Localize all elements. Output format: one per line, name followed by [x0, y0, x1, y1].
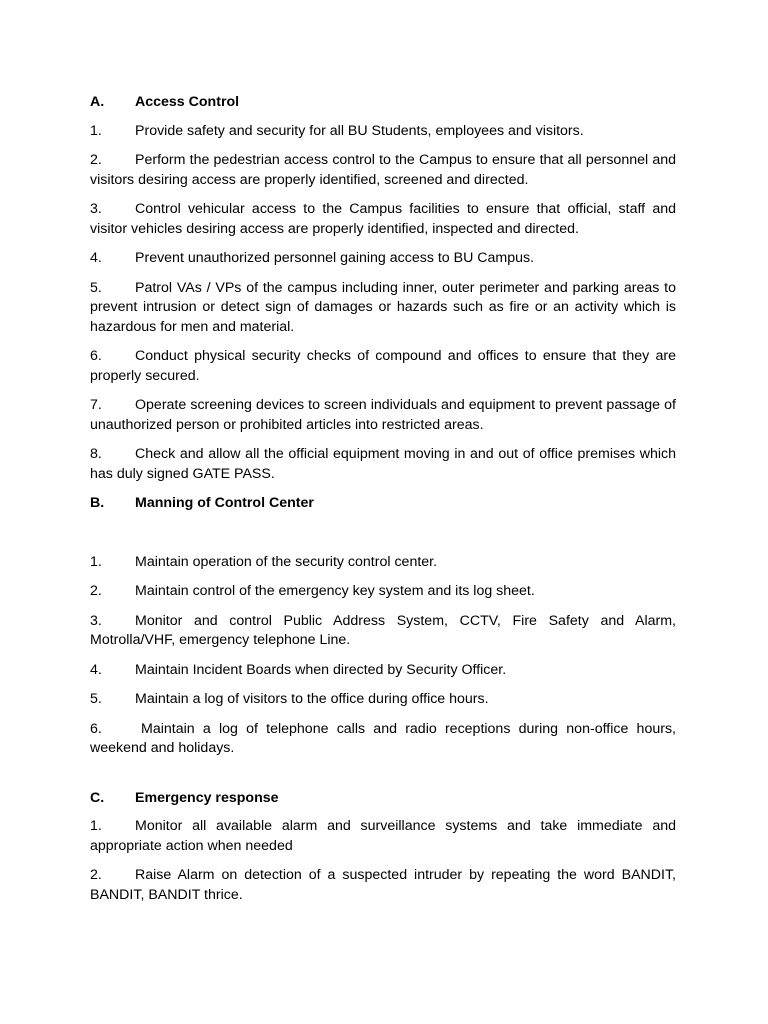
- list-item: [90, 720, 676, 759]
- item-text: Provide safety and security for all BU Students, employees and visitors.: [135, 122, 584, 139]
- list-item: [90, 122, 676, 142]
- list-item: [90, 817, 676, 856]
- section-heading: [90, 494, 676, 514]
- item-text: Maintain operation of the security control center.: [135, 553, 438, 570]
- list-item: [90, 612, 676, 651]
- item-text: Operate screening devices to screen individuals and equipment to prevent passage of unauthorized person or prohibited articles into restricted areas.: [90, 397, 676, 433]
- item-number: 3.: [90, 612, 102, 629]
- list-item: [90, 396, 676, 435]
- list-item: [90, 279, 676, 338]
- item-text: Patrol VAs / VPs of the campus including inner, outer perimeter and parking areas to prevent intrusion or detect sign of damages or hazards such as fire or an activity which is hazardous for men and material.: [90, 279, 676, 335]
- item-number: 2.: [90, 867, 102, 883]
- list-item: [90, 690, 676, 710]
- section-title: Manning of Control Center: [135, 495, 314, 511]
- item-text: Check and allow all the official equipment moving in and out of office premises which has duly signed GATE PASS.: [90, 446, 676, 482]
- section-title: Access Control: [135, 94, 240, 110]
- item-text: Maintain Incident Boards when directed by Security Officer.: [135, 661, 507, 678]
- section-heading: [90, 789, 676, 809]
- item-number: 4.: [90, 250, 102, 266]
- section-letter: A.: [90, 94, 105, 110]
- item-number: 8.: [90, 446, 102, 462]
- list-item: [90, 582, 676, 602]
- item-text: Maintain a log of telephone calls and radio receptions during non-office hours, weekend and holidays.: [90, 720, 676, 756]
- item-number: 5.: [90, 279, 102, 296]
- item-text: Monitor and control Public Address System, CCTV, Fire Safety and Alarm, Motrolla/VHF, emergency telephone Line.: [90, 612, 676, 648]
- list-item: [90, 866, 676, 905]
- item-text: Perform the pedestrian access control to the Campus to ensure that all personnel and visitors desiring access are properly identified, screened and directed.: [90, 152, 676, 188]
- item-number: 6.: [90, 720, 102, 737]
- list-item: [90, 151, 676, 190]
- item-text: Control vehicular access to the Campus facilities to ensure that official, staff and visitor vehicles desiring access are properly identified, inspected and directed.: [90, 201, 676, 237]
- document-page: [90, 93, 676, 915]
- section-access-control: [90, 93, 676, 484]
- item-number: 4.: [90, 661, 102, 678]
- list-item: [90, 347, 676, 386]
- item-number: 2.: [90, 583, 102, 599]
- section-manning-control-center: [90, 494, 676, 759]
- item-text: Maintain control of the emergency key system and its log sheet.: [135, 583, 535, 599]
- item-text: Raise Alarm on detection of a suspected intruder by repeating the word BANDIT, BANDIT, BANDIT thrice.: [90, 867, 676, 903]
- item-text: Monitor all available alarm and surveillance systems and take immediate and appropriate action when needed: [90, 818, 676, 854]
- item-number: 1.: [90, 553, 102, 570]
- section-emergency-response: [90, 789, 676, 906]
- item-text: Prevent unauthorized personnel gaining access to BU Campus.: [135, 250, 535, 266]
- item-number: 3.: [90, 201, 102, 217]
- item-number: 6.: [90, 348, 102, 364]
- section-title: Emergency response: [135, 789, 279, 806]
- item-number: 5.: [90, 691, 102, 707]
- section-letter: B.: [90, 495, 105, 511]
- item-text: Conduct physical security checks of compound and offices to ensure that they are properly secured.: [90, 348, 676, 384]
- item-number: 1.: [90, 122, 102, 139]
- section-letter: C.: [90, 789, 105, 806]
- item-number: 7.: [90, 397, 102, 413]
- item-text: Maintain a log of visitors to the office during office hours.: [135, 691, 489, 707]
- item-number: 1.: [90, 818, 102, 834]
- list-item: [90, 553, 676, 573]
- list-item: [90, 200, 676, 239]
- section-heading: [90, 93, 676, 113]
- list-item: [90, 249, 676, 269]
- list-item: [90, 661, 676, 681]
- list-item: [90, 445, 676, 484]
- item-number: 2.: [90, 152, 102, 168]
